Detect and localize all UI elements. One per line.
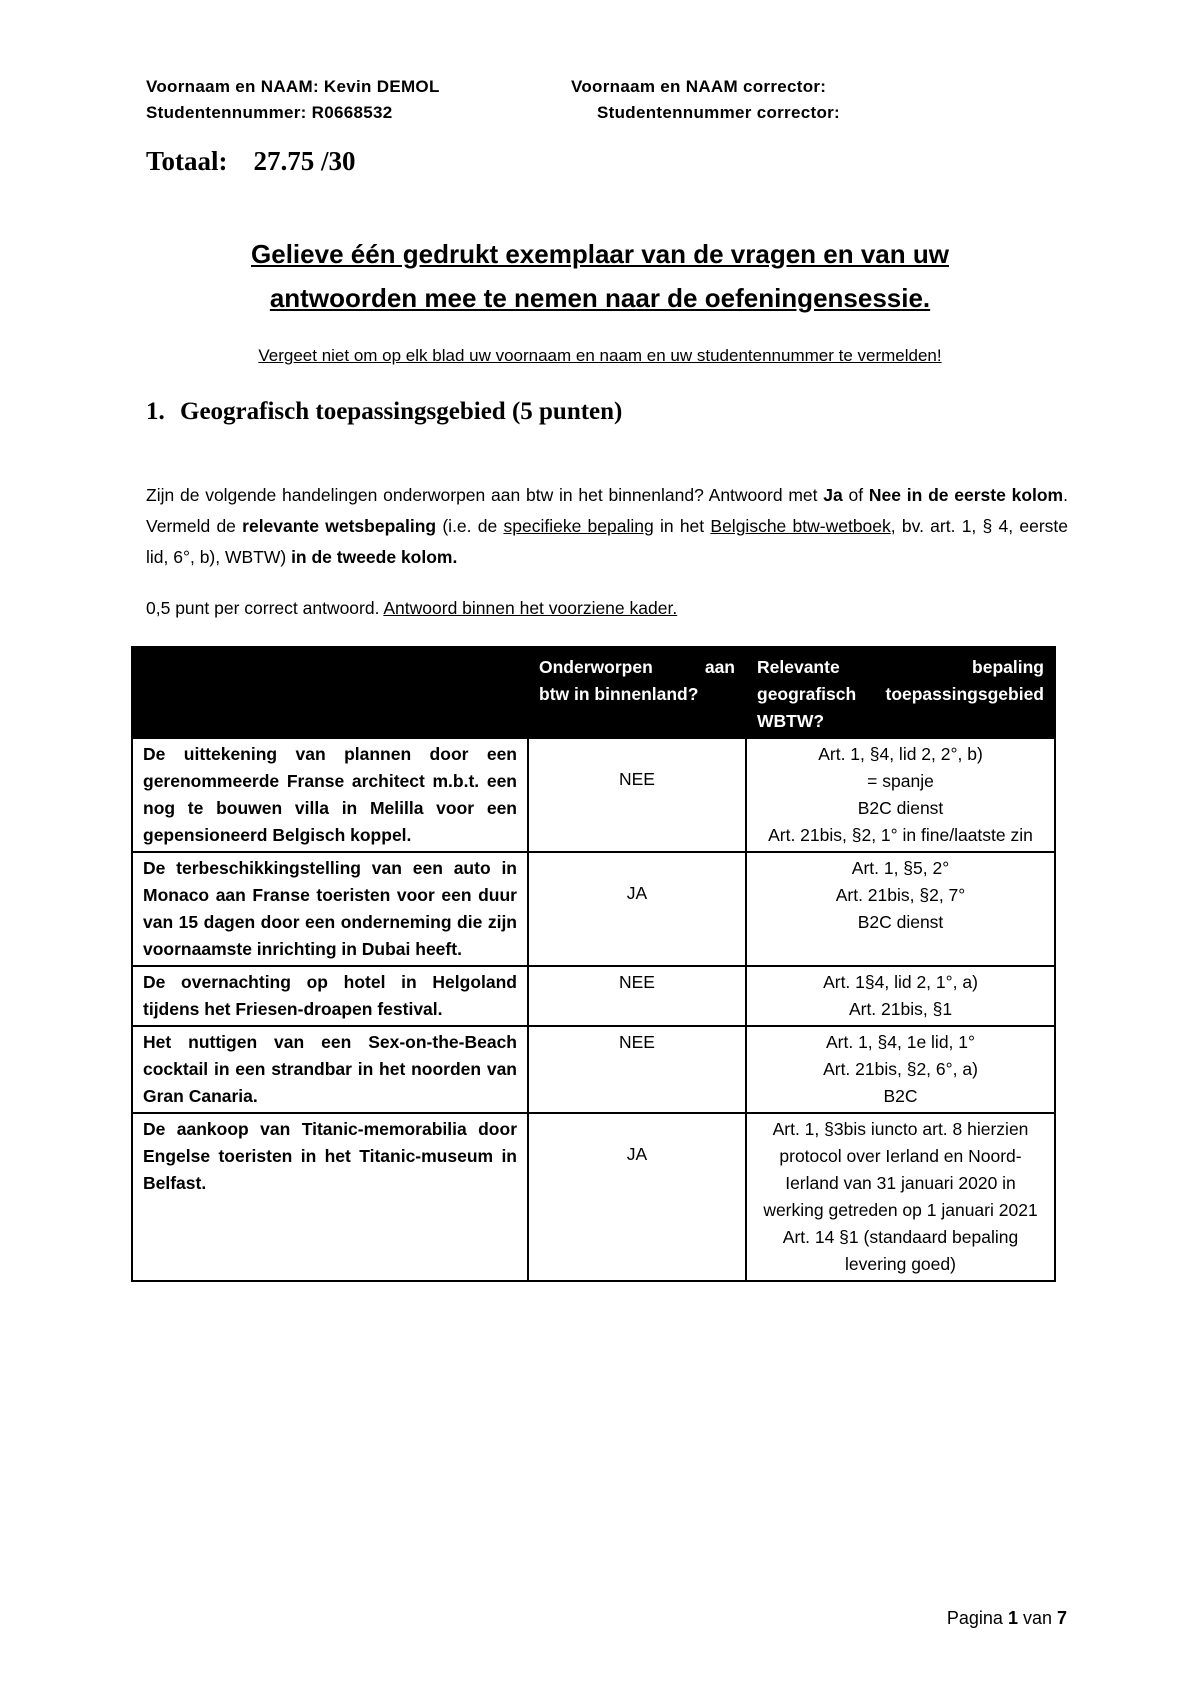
activity-cell: De terbeschikkingstelling van een auto in Monaco aan Franse toeristen voor een duur van 15 dagen door een onderneming die zijn voornaamste inrichting in Dubai heeft. xyxy=(132,852,528,966)
intro-belgian-code: Belgische btw-wetboek xyxy=(710,516,891,536)
law-cell[interactable] xyxy=(746,738,1055,852)
total-value: 27.75 /30 xyxy=(253,146,356,176)
law-cell[interactable] xyxy=(746,852,1055,966)
activity-cell: De aankoop van Titanic-memorabilia door Engelse toeristen in het Titanic-museum in Belfast. xyxy=(132,1113,528,1281)
law-line: B2C dienst xyxy=(857,912,944,932)
intro-text: Zijn de volgende handelingen onderworpen aan btw in het binnenland? Antwoord met xyxy=(146,485,824,505)
footer-text: van xyxy=(1017,1608,1057,1628)
page-footer xyxy=(947,1608,1067,1629)
page-total: 7 xyxy=(1056,1608,1067,1628)
notice-line-1: Gelieve één gedrukt exemplaar van de vragen en van uw xyxy=(251,239,949,269)
intro-second-column: in de tweede kolom xyxy=(291,547,453,567)
notice-heading xyxy=(150,232,1050,320)
reminder-text: Vergeet niet om op elk blad uw voornaam en naam en uw studentennummer te vermelden! xyxy=(258,346,942,365)
section-number: 1. xyxy=(146,398,165,425)
header-text: geografisch toepassingsgebied WBTW? xyxy=(757,684,1044,731)
header-text: bepaling xyxy=(972,657,1044,677)
table-row xyxy=(132,1113,1055,1281)
answer-value: NEE xyxy=(619,769,655,789)
intro-period: . xyxy=(452,547,458,567)
table-row xyxy=(132,852,1055,966)
law-line: Art. 1§4, lid 2, 1°, a) xyxy=(823,972,978,992)
law-cell[interactable] xyxy=(746,966,1055,1026)
activity-cell: Het nuttigen van een Sex-on-the-Beach cocktail in een strandbar in het noorden van Gran Canaria. xyxy=(132,1026,528,1113)
answer-cell[interactable] xyxy=(528,1113,746,1281)
corrector-number: Studentennummer corrector: xyxy=(597,103,841,122)
table-row xyxy=(132,966,1055,1026)
law-line: Art. 21bis, §2, 1° in fine/laatste zin xyxy=(768,825,1033,845)
answer-cell[interactable] xyxy=(528,738,746,852)
header-relevant-provision xyxy=(746,647,1055,738)
answer-value: NEE xyxy=(619,972,655,992)
points-note xyxy=(146,598,677,619)
section-title-text: Geografisch toepassingsgebied (5 punten) xyxy=(180,398,623,425)
answer-box-note: Antwoord binnen het voorziene kader. xyxy=(383,598,678,618)
points-text: 0,5 punt per correct antwoord. xyxy=(146,598,384,618)
header-text: Relevante xyxy=(757,657,840,677)
header-text: Onderworpen xyxy=(539,657,653,677)
intro-nee: Nee xyxy=(868,485,901,505)
law-cell[interactable] xyxy=(746,1113,1055,1281)
law-line: Art. 14 §1 (standaard bepaling levering goed) xyxy=(782,1227,1019,1274)
answer-value: JA xyxy=(626,1144,648,1164)
total-score xyxy=(146,146,356,177)
answer-value: NEE xyxy=(619,1032,655,1052)
answer-cell[interactable] xyxy=(528,852,746,966)
intro-specific-provision: specifieke bepaling xyxy=(503,516,654,536)
law-line: = spanje xyxy=(867,771,934,791)
header-subject-to-vat xyxy=(528,647,746,738)
law-line: Art. 1, §4, 1e lid, 1° xyxy=(825,1032,976,1052)
activity-cell: De uittekening van plannen door een gerenommeerde Franse architect m.b.t. een nog te bouwen villa in Melilla voor een gepensioneerd Belgisch koppel. xyxy=(132,738,528,852)
footer-text: Pagina xyxy=(946,1608,1008,1628)
table-row xyxy=(132,738,1055,852)
intro-text: (i.e. de xyxy=(436,516,504,536)
answer-cell[interactable] xyxy=(528,1026,746,1113)
total-label: Totaal: xyxy=(146,146,228,176)
answer-value: JA xyxy=(626,883,648,903)
answer-cell[interactable] xyxy=(528,966,746,1026)
intro-example: , bv. art. 1, § 4, eerste lid, 6°, b), WBTW) xyxy=(146,516,1068,567)
law-line: Art. 1, §5, 2° xyxy=(851,858,950,878)
header-blank-cell xyxy=(132,647,528,738)
law-line: Art. 1, §3bis iuncto art. 8 hierzien protocol over Ierland en Noord-Ierland van 31 januari 2020 in werking getreden op 1 januari 2021 xyxy=(763,1119,1038,1220)
page-number: 1 xyxy=(1007,1608,1018,1628)
student-name: Voornaam en NAAM: Kevin DEMOL xyxy=(146,77,440,96)
law-line: Art. 21bis, §1 xyxy=(848,999,953,1019)
law-line: B2C dienst xyxy=(857,798,944,818)
corrector-name: Voornaam en NAAM corrector: xyxy=(571,77,827,96)
intro-first-column: in de eerste kolom xyxy=(900,485,1064,505)
activity-cell: De overnachting op hotel in Helgoland tijdens het Friesen-droapen festival. xyxy=(132,966,528,1026)
intro-text: . Vermeld de xyxy=(146,485,1068,536)
intro-text: of xyxy=(842,485,869,505)
student-number: Studentennummer: R0668532 xyxy=(146,103,393,122)
header-text: aan xyxy=(704,657,735,677)
law-line: Art. 21bis, §2, 6°, a) xyxy=(823,1059,978,1079)
table-header-row xyxy=(132,647,1055,738)
law-line: Art. 1, §4, lid 2, 2°, b) xyxy=(818,744,983,764)
intro-relevant-provision: relevante wetsbepaling xyxy=(242,516,437,536)
question-instructions xyxy=(146,480,1068,573)
law-line: B2C xyxy=(883,1086,918,1106)
intro-text: in het xyxy=(653,516,711,536)
law-line: Art. 21bis, §2, 7° xyxy=(835,885,966,905)
law-cell[interactable] xyxy=(746,1026,1055,1113)
table-row xyxy=(132,1026,1055,1113)
header-text: btw in binnenland? xyxy=(539,684,699,704)
section-title xyxy=(146,398,622,426)
notice-line-2: antwoorden mee te nemen naar de oefeningensessie. xyxy=(269,283,931,313)
answer-table xyxy=(131,646,1056,1282)
intro-ja: Ja xyxy=(823,485,843,505)
